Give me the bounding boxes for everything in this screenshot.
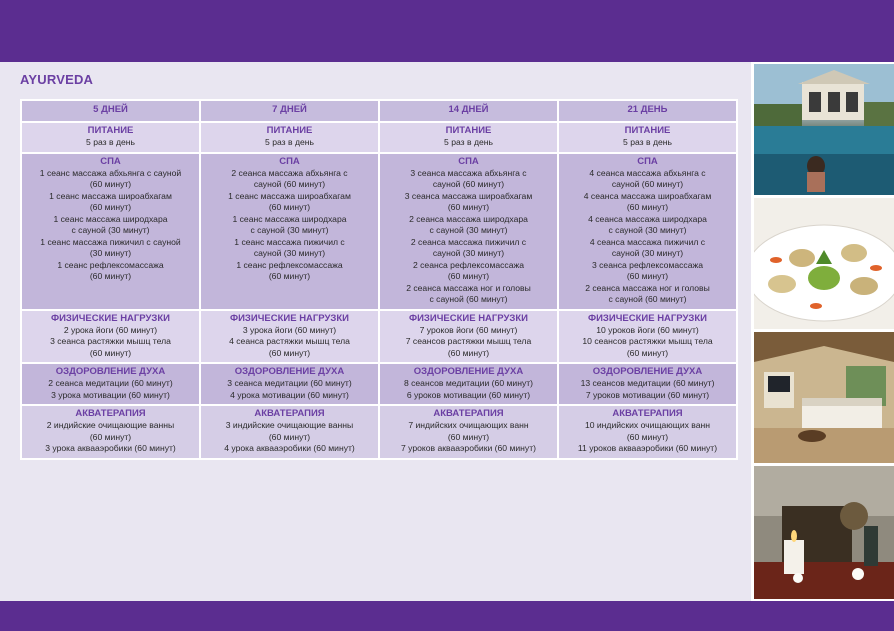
section-heading: ПИТАНИЕ (624, 125, 671, 136)
table-cell (200, 363, 379, 405)
table-cell (379, 153, 558, 310)
cell-line: 4 урока мотивации (60 минут) (230, 389, 349, 400)
cell-line: 1 сеанс массажа широдхара (53, 213, 168, 224)
cell-line: 2 сеанса массажа пижичил с (410, 236, 527, 247)
cell-line: (60 минут) (89, 179, 132, 189)
cell-line: 3 урока йоги (60 минут) (242, 324, 337, 335)
cell-line: сауной (60 минут) (253, 179, 326, 189)
cell-line: 8 сеансов медитации (60 минут) (403, 378, 534, 388)
section-heading: ОЗДОРОВЛЕНИЕ ДУХА (413, 366, 524, 377)
column-header: 7 ДНЕЙ (200, 100, 379, 122)
cell-line: 10 сеансов растяжки мышц тела (582, 336, 713, 346)
cell-line: 2 сеанса медитации (60 минут) (48, 378, 173, 388)
cell-line: 5 раз в день (86, 137, 135, 147)
section-heading: ФИЗИЧЕСКИЕ НАГРУЗКИ (409, 312, 528, 324)
section-heading: ПИТАНИЕ (445, 125, 492, 136)
footer-band (0, 601, 894, 631)
table-cell (379, 310, 558, 364)
table-cell (21, 405, 200, 459)
cell-line: 11 уроков аквааэробики (60 минут) (577, 443, 718, 453)
table-cell (200, 405, 379, 459)
cell-line: (60 минут) (268, 202, 311, 212)
cell-line: 13 сеансов медитации (60 минут) (580, 378, 715, 388)
cell-line: с сауной (60 минут) (429, 294, 508, 304)
cell-line: (60 минут) (447, 202, 490, 212)
table-cell (200, 310, 379, 364)
cell-line: с сауной (30 минут) (250, 225, 329, 235)
table-cell (379, 405, 558, 459)
cell-line: 2 сеанса массажа абхьянга с (231, 167, 348, 178)
section-heading: АКВАТЕРАПИЯ (75, 408, 146, 419)
cell-line: 5 раз в день (623, 137, 672, 147)
cell-line: 3 сеанса медитации (60 минут) (227, 378, 352, 388)
cell-line: с сауной (30 минут) (71, 225, 150, 235)
cell-line: сауной (30 минут) (253, 248, 326, 258)
cell-line: 2 сеанса массажа широдхара (409, 213, 528, 224)
cell-line: 1 сеанс массажа широабхагам (228, 190, 351, 201)
cell-line: 1 сеанс массажа пижичил с сауной (40, 236, 181, 247)
photo-strip (751, 62, 894, 601)
resort-pool-photo (754, 64, 894, 195)
cell-line: 2 сеанса массажа ног и головы (585, 282, 710, 293)
cell-line: (60 минут) (626, 202, 669, 212)
spa-candle-photo (754, 466, 894, 599)
cell-line: сауной (60 минут) (611, 179, 684, 189)
cell-line: 2 сеанса массажа ног и головы (406, 282, 531, 293)
section-row (21, 153, 737, 310)
cell-line: (60 минут) (89, 202, 132, 212)
section-row (21, 310, 737, 364)
cell-line: 4 сеанса массажа абхьянга с (589, 167, 706, 178)
section-heading: ОЗДОРОВЛЕНИЕ ДУХА (55, 366, 166, 377)
cell-line: с сауной (60 минут) (608, 294, 687, 304)
cell-line: 7 индийских очищающих ванн (408, 420, 529, 430)
section-heading: АКВАТЕРАПИЯ (612, 408, 683, 419)
cell-line: (60 минут) (89, 431, 132, 442)
cell-line: 4 сеанса массажа широдхара (588, 213, 707, 224)
cell-line: 7 уроков йоги (60 минут) (419, 324, 518, 335)
section-heading: СПА (100, 155, 121, 167)
cell-line: 4 сеанса массажа широабхагам (583, 190, 712, 201)
table-cell (21, 153, 200, 310)
cell-line: 10 уроков йоги (60 минут) (596, 324, 699, 335)
table-cell (21, 122, 200, 153)
cell-line: с сауной (30 минут) (608, 225, 687, 235)
cell-line: (60 минут) (89, 347, 132, 358)
section-heading: ПИТАНИЕ (87, 125, 134, 136)
section-row (21, 122, 737, 153)
table-header-row (21, 100, 737, 122)
cell-line: (60 минут) (89, 271, 132, 281)
cell-line: 4 сеанса массажа пижичил с (589, 236, 706, 247)
cell-line: 5 раз в день (444, 137, 493, 147)
cell-line: (60 минут) (447, 431, 490, 442)
table-cell (379, 363, 558, 405)
cell-line: 3 сеанса растяжки мышц тела (50, 336, 171, 346)
cell-line: 1 сеанс массажа пижичил с (234, 236, 345, 247)
table-cell (21, 363, 200, 405)
cell-line: (60 минут) (447, 347, 490, 358)
cell-line: 2 индийские очищающие ванны (46, 420, 175, 430)
cell-line: 7 уроков мотивации (60 минут) (585, 389, 710, 400)
hotel-room-photo (754, 332, 894, 463)
table-cell (558, 153, 737, 310)
section-row (21, 363, 737, 405)
cell-line: 3 урока мотивации (60 минут) (51, 389, 170, 400)
gourmet-dish-photo (754, 198, 894, 329)
cell-line: (60 минут) (268, 431, 311, 442)
cell-line: 1 сеанс массажа абхьянга с сауной (39, 167, 182, 178)
cell-line: (60 минут) (447, 271, 490, 281)
cell-line: сауной (60 минут) (432, 179, 505, 189)
column-header: 21 ДЕНЬ (558, 100, 737, 122)
cell-line: 4 сеанса растяжки мышц тела (229, 336, 350, 346)
cell-line: 4 урока аквааэробики (60 минут) (224, 443, 355, 453)
cell-line: 2 урока йоги (60 минут) (63, 324, 158, 335)
table-cell (200, 122, 379, 153)
cell-line: 3 сеанса рефлексомассажа (591, 259, 704, 270)
cell-line: 3 урока аквааэробики (60 минут) (45, 443, 176, 453)
section-heading: ФИЗИЧЕСКИЕ НАГРУЗКИ (51, 312, 170, 324)
cell-line: (60 минут) (626, 271, 669, 281)
cell-line: 1 сеанс рефлексомассажа (57, 259, 164, 270)
table-cell (21, 310, 200, 364)
section-heading: ОЗДОРОВЛЕНИЕ ДУХА (234, 366, 345, 377)
cell-line: 5 раз в день (265, 137, 314, 147)
cell-line: 3 сеанса массажа абхьянга с (410, 167, 527, 178)
section-heading: СПА (637, 155, 658, 167)
table-cell (558, 310, 737, 364)
program-table (20, 99, 738, 460)
table-cell (379, 122, 558, 153)
cell-line: 10 индийских очищающих ванн (584, 420, 711, 430)
cell-line: 3 сеанса массажа широабхагам (404, 190, 533, 201)
table-cell (558, 405, 737, 459)
column-header: 14 ДНЕЙ (379, 100, 558, 122)
cell-line: (60 минут) (268, 347, 311, 358)
cell-line: с сауной (30 минут) (429, 225, 508, 235)
cell-line: 3 индийские очищающие ванны (225, 420, 354, 430)
cell-line: сауной (30 минут) (611, 248, 684, 258)
section-heading: ПИТАНИЕ (266, 125, 313, 136)
page-title: AYURVEDA (20, 72, 94, 87)
section-heading: СПА (458, 155, 479, 167)
cell-line: 7 уроков аквааэробики (60 минут) (400, 443, 537, 453)
cell-line: (60 минут) (626, 347, 669, 358)
section-heading: ФИЗИЧЕСКИЕ НАГРУЗКИ (588, 312, 707, 324)
cell-line: (30 минут) (89, 248, 132, 258)
cell-line: (60 минут) (268, 271, 311, 281)
section-row (21, 405, 737, 459)
cell-line: 2 сеанса рефлексомассажа (412, 259, 525, 270)
column-header: 5 ДНЕЙ (21, 100, 200, 122)
section-heading: ОЗДОРОВЛЕНИЕ ДУХА (592, 366, 703, 377)
section-heading: СПА (279, 155, 300, 167)
cell-line: 7 сеансов растяжки мышц тела (405, 336, 532, 346)
table-cell (558, 363, 737, 405)
cell-line: 1 сеанс массажа широдхара (232, 213, 347, 224)
cell-line: (60 минут) (626, 431, 669, 442)
cell-line: 6 уроков мотивации (60 минут) (406, 389, 531, 400)
cell-line: сауной (30 минут) (432, 248, 505, 258)
table-cell (558, 122, 737, 153)
header-band (0, 0, 894, 62)
cell-line: 1 сеанс массажа широабхагам (49, 190, 172, 201)
cell-line: 1 сеанс рефлексомассажа (236, 259, 343, 270)
section-heading: АКВАТЕРАПИЯ (433, 408, 504, 419)
table-cell (200, 153, 379, 310)
section-heading: АКВАТЕРАПИЯ (254, 408, 325, 419)
section-heading: ФИЗИЧЕСКИЕ НАГРУЗКИ (230, 312, 349, 324)
